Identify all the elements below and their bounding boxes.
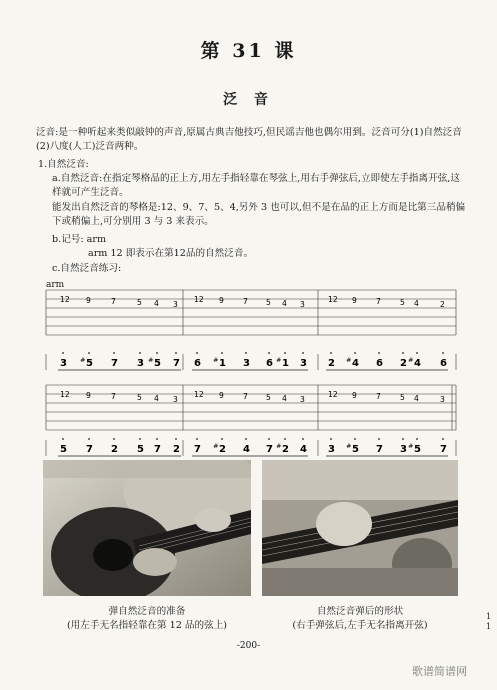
jianpu-note: 5	[352, 444, 359, 455]
jianpu-sharp: #	[346, 356, 352, 364]
jianpu-note: 1	[282, 358, 289, 369]
caption-left-title: 弹自然泛音的准备	[108, 606, 186, 617]
caption-right-title: 自然泛音弹后的形状	[316, 606, 404, 617]
page-edge-mark: 1 1	[486, 612, 492, 631]
jianpu-note: 7	[154, 444, 161, 455]
tab-fret-number: 3	[173, 395, 178, 404]
frets-paragraph: 能发出自然泛音的琴格是:12、9、7、5、4,另外 3 也可以,但不是在品的正上方而是比第三品稍偏下或稍偏上,可分别用 3 与 3 来表示。	[52, 202, 466, 227]
jianpu-note: 5	[154, 358, 161, 369]
jianpu-octave-dot	[330, 438, 332, 440]
jianpu-octave-dot	[354, 352, 356, 354]
jianpu-sharp: #	[80, 356, 86, 364]
lesson-title: 第 31 课	[200, 40, 297, 62]
jianpu-note: 2	[111, 444, 118, 455]
tab-fret-number: 4	[282, 299, 287, 308]
tab-fret-number: 5	[400, 393, 405, 402]
jianpu-note: 2	[328, 358, 335, 369]
jianpu-octave-dot	[156, 438, 158, 440]
tab-fret-number: 9	[219, 296, 224, 305]
jianpu-sharp: #	[408, 442, 414, 450]
jianpu-note: 6	[266, 358, 273, 369]
jianpu-note: 3	[300, 358, 307, 369]
jianpu-octave-dot	[245, 352, 247, 354]
section-title: 泛 音	[223, 92, 274, 108]
jianpu-octave-dot	[378, 438, 380, 440]
tab-fret-number: 5	[137, 298, 142, 307]
page-number: -200-	[236, 641, 261, 651]
tab-fret-number: 12	[60, 295, 70, 304]
jianpu-note: 4	[300, 444, 307, 455]
jianpu-note: 2	[219, 444, 226, 455]
tab-fret-number: 5	[400, 298, 405, 307]
jianpu-octave-dot	[113, 352, 115, 354]
jianpu-note: 2	[400, 358, 407, 369]
jianpu-note: 2	[282, 444, 289, 455]
jianpu-staff	[46, 440, 456, 456]
tab-fret-number: 9	[352, 391, 357, 400]
tab-fret-number: 12	[194, 295, 204, 304]
jianpu-sharp: #	[276, 356, 282, 364]
natural-harmonics-heading: 1.自然泛音:	[38, 159, 89, 170]
jianpu-note: 7	[86, 444, 93, 455]
jianpu-note: 5	[60, 444, 67, 455]
tab-fret-number: 7	[243, 297, 248, 306]
tab-fret-number: 3	[173, 300, 178, 309]
jianpu-sharp: #	[346, 442, 352, 450]
tab-fret-number: 12	[328, 390, 338, 399]
tab-fret-number: 2	[440, 300, 445, 309]
jianpu-note: 4	[414, 358, 421, 369]
jianpu-note: 3	[137, 358, 144, 369]
tab-fret-number: 5	[266, 298, 271, 307]
notation-example: arm 12 即表示在第12品的自然泛音。	[88, 248, 254, 259]
tab-fret-number: 7	[243, 392, 248, 401]
jianpu-octave-dot	[88, 352, 90, 354]
jianpu-octave-dot	[221, 352, 223, 354]
tab-fret-number: 3	[300, 395, 305, 404]
jianpu-octave-dot	[196, 352, 198, 354]
photo-preparation	[43, 460, 251, 596]
tab-fret-number: 4	[282, 394, 287, 403]
jianpu-octave-dot	[175, 352, 177, 354]
tab-fret-number: 12	[194, 390, 204, 399]
jianpu-note: 6	[376, 358, 383, 369]
jianpu-octave-dot	[402, 438, 404, 440]
jianpu-octave-dot	[416, 438, 418, 440]
jianpu-octave-dot	[156, 352, 158, 354]
caption-left-detail: (用左手无名指轻靠在第 12 品的弦上)	[66, 620, 228, 631]
jianpu-octave-dot	[416, 352, 418, 354]
jianpu-octave-dot	[284, 438, 286, 440]
site-watermark: 歌谱简谱网	[412, 665, 467, 678]
jianpu-note: 3	[400, 444, 407, 455]
jianpu-octave-dot	[139, 352, 141, 354]
jianpu-octave-dot	[139, 438, 141, 440]
jianpu-octave-dot	[113, 438, 115, 440]
jianpu-octave-dot	[88, 438, 90, 440]
tab-fret-number: 4	[414, 299, 419, 308]
jianpu-octave-dot	[175, 438, 177, 440]
jianpu-octave-dot	[442, 352, 444, 354]
jianpu-note: 3	[328, 444, 335, 455]
caption-right-detail: (右手弹弦后,左手无名指离开弦)	[292, 620, 428, 631]
tab-fret-number: 5	[266, 393, 271, 402]
jianpu-octave-dot	[330, 352, 332, 354]
tab-fret-number: 4	[414, 394, 419, 403]
jianpu-note: 3	[243, 358, 250, 369]
tab-fret-number: 9	[86, 391, 91, 400]
item-a-text: a.自然泛音:在指定琴格品的正上方,用左手指轻靠在琴弦上,用右手弹弦后,立即使左手指离开弦,这样就可产生泛音。	[52, 173, 460, 198]
tab-fret-number: 4	[154, 394, 159, 403]
photo-after-pluck	[262, 460, 458, 596]
jianpu-octave-dot	[302, 352, 304, 354]
jianpu-note: 7	[376, 444, 383, 455]
jianpu-note: 2	[173, 444, 180, 455]
jianpu-sharp: #	[213, 442, 219, 450]
jianpu-octave-dot	[196, 438, 198, 440]
jianpu-sharp: #	[408, 356, 414, 364]
jianpu-octave-dot	[245, 438, 247, 440]
jianpu-note: 7	[266, 444, 273, 455]
jianpu-note: 7	[173, 358, 180, 369]
jianpu-octave-dot	[268, 352, 270, 354]
tab-fret-number: 4	[154, 299, 159, 308]
intro-paragraph: 泛音:是一种听起来类似敲钟的声音,原属古典吉他技巧,但民谣吉他也偶尔用到。泛音可分(1)自然泛音(2)八度(人工)泛音两种。	[36, 127, 462, 152]
jianpu-sharp: #	[213, 356, 219, 364]
tab-fret-number: 5	[137, 393, 142, 402]
tab-fret-number: 3	[440, 395, 445, 404]
jianpu-note: 6	[194, 358, 201, 369]
tab-row-2	[46, 385, 456, 456]
jianpu-note: 5	[86, 358, 93, 369]
tab-fret-number: 7	[376, 392, 381, 401]
tab-fret-number: 12	[60, 390, 70, 399]
arm-marking: arm	[46, 280, 65, 290]
jianpu-note: 4	[243, 444, 250, 455]
tab-fret-number: 9	[219, 391, 224, 400]
tab-fret-number: 7	[376, 297, 381, 306]
jianpu-note: 3	[60, 358, 67, 369]
jianpu-octave-dot	[354, 438, 356, 440]
jianpu-octave-dot	[268, 438, 270, 440]
jianpu-note: 7	[194, 444, 201, 455]
jianpu-note: 7	[440, 444, 447, 455]
tab-fret-number: 12	[328, 295, 338, 304]
jianpu-note: 4	[352, 358, 359, 369]
tab-staff	[46, 290, 456, 335]
jianpu-octave-dot	[62, 352, 64, 354]
jianpu-sharp: #	[276, 442, 282, 450]
jianpu-octave-dot	[442, 438, 444, 440]
tab-fret-number: 9	[86, 296, 91, 305]
jianpu-octave-dot	[284, 352, 286, 354]
tab-fret-number: 7	[111, 392, 116, 401]
jianpu-note: 6	[440, 358, 447, 369]
item-b-notation: b.记号: arm	[52, 234, 107, 245]
jianpu-note: 5	[414, 444, 421, 455]
tab-fret-number: 7	[111, 297, 116, 306]
jianpu-octave-dot	[62, 438, 64, 440]
jianpu-note: 5	[137, 444, 144, 455]
jianpu-octave-dot	[378, 352, 380, 354]
jianpu-sharp: #	[148, 356, 154, 364]
tab-row-1	[46, 290, 456, 370]
tab-staff	[46, 385, 456, 430]
jianpu-octave-dot	[402, 352, 404, 354]
item-c-exercise: c.自然泛音练习:	[52, 263, 122, 274]
jianpu-octave-dot	[221, 438, 223, 440]
tab-fret-number: 9	[352, 296, 357, 305]
tab-fret-number: 3	[300, 300, 305, 309]
jianpu-note: 7	[111, 358, 118, 369]
jianpu-octave-dot	[302, 438, 304, 440]
jianpu-staff	[46, 354, 456, 370]
jianpu-note: 1	[219, 358, 226, 369]
